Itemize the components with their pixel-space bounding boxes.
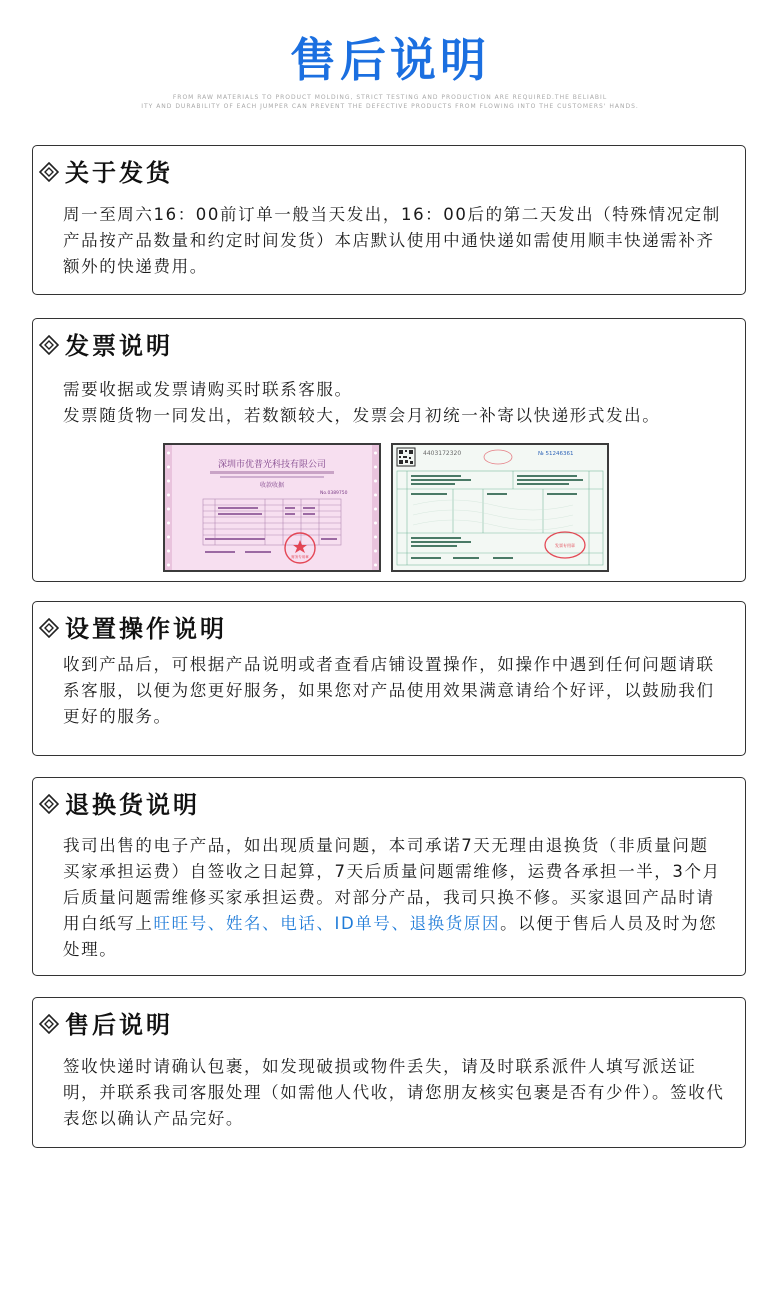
diamond-bullet-icon [39, 162, 59, 182]
invoice-number-right: № 51246361 [538, 451, 574, 457]
section-paragraph [63, 833, 725, 963]
section-title: 售后说明 [65, 1011, 173, 1039]
section-paragraph: 签收快递时请确认包裹，如发现破损或物件丢失，请及时联系派件人填写派送证明，并联系我司客服处理（如需他人代收，请您朋友核实包裹是否有少件）。签收代表您以确认产品完好。 [63, 1057, 725, 1128]
diamond-bullet-icon [39, 335, 59, 355]
page-header [0, 0, 780, 120]
receipt-image [163, 443, 381, 572]
receipt-seal-text: 财务专用章 [291, 555, 309, 559]
diamond-bullet-icon [39, 794, 59, 814]
section-returns [32, 777, 746, 976]
section-title: 退换货说明 [65, 791, 200, 819]
receipt-company: 深圳市优普光科技有限公司 [217, 460, 327, 470]
invoice-seal-text: 发票专用章 [555, 543, 575, 548]
section-operation [32, 601, 746, 756]
returns-text: 我司出售的电子产品，如出现质量问题，本司承诺7天无理由退换货（非质量问题买家承担运费）自签收之日起算，7天后质量问题需维修，运费各承担一半，3个月后质量问题需维修买家承担运费。对部分产品，我司只换不修。买家退回产品时请用白纸写上 [63, 836, 721, 933]
section-title: 关于发货 [65, 159, 173, 187]
invoice-number-left: 4403172320 [423, 450, 462, 457]
invoice-illustration [393, 445, 607, 570]
section-invoice [32, 318, 746, 582]
receipt-illustration [165, 445, 379, 570]
returns-text-end: 。以便于售后人员及时为您处理。 [63, 914, 718, 959]
section-paragraph: 周一至周六16：00前订单一般当天发出，16：00后的第二天发出（特殊情况定制产品按产品数量和约定时间发货）本店默认使用中通快递如需使用顺丰快递需补齐额外的快递费用。 [63, 205, 721, 276]
section-body [63, 377, 725, 429]
section-body [63, 1054, 725, 1132]
section-body [63, 652, 725, 730]
section-paragraph: 发票随货物一同发出，若数额较大，发票会月初统一补寄以快递形式发出。 [63, 406, 661, 425]
english-tagline-line-2: ITY AND DURABILITY OF EACH JUMPER CAN PREVENT THE DEFECTIVE PRODUCTS FROM FLOWING INTO THE CUSTOMERS' HANDS. [141, 103, 639, 110]
section-shipping [32, 145, 746, 295]
page-title: 售后说明 [290, 33, 490, 87]
section-title: 设置操作说明 [65, 615, 227, 643]
section-paragraph: 收到产品后，可根据产品说明或者查看店铺设置操作，如操作中遇到任何问题请联系客服，以便为您更好服务，如果您对产品使用效果满意请给个好评，以鼓励我们更好的服务。 [63, 655, 715, 726]
section-body [63, 833, 725, 963]
section-paragraph: 需要收据或发票请购买时联系客服。 [63, 380, 353, 399]
diamond-bullet-icon [39, 1014, 59, 1034]
english-tagline-line-1: FROM RAW MATERIALS TO PRODUCT MOLDING, STRICT TESTING AND PRODUCTION ARE REQUIRED.THE BELIABIL [172, 94, 608, 101]
section-after-sales [32, 997, 746, 1148]
receipt-number: No.0389750 [320, 491, 348, 496]
invoice-image [391, 443, 609, 572]
receipt-doc-type: 收款收据 [259, 482, 285, 489]
section-body [63, 202, 725, 280]
section-title: 发票说明 [65, 332, 173, 360]
returns-required-info: 旺旺号、姓名、电话、ID单号、退换货原因 [153, 914, 501, 933]
diamond-bullet-icon [39, 618, 59, 638]
